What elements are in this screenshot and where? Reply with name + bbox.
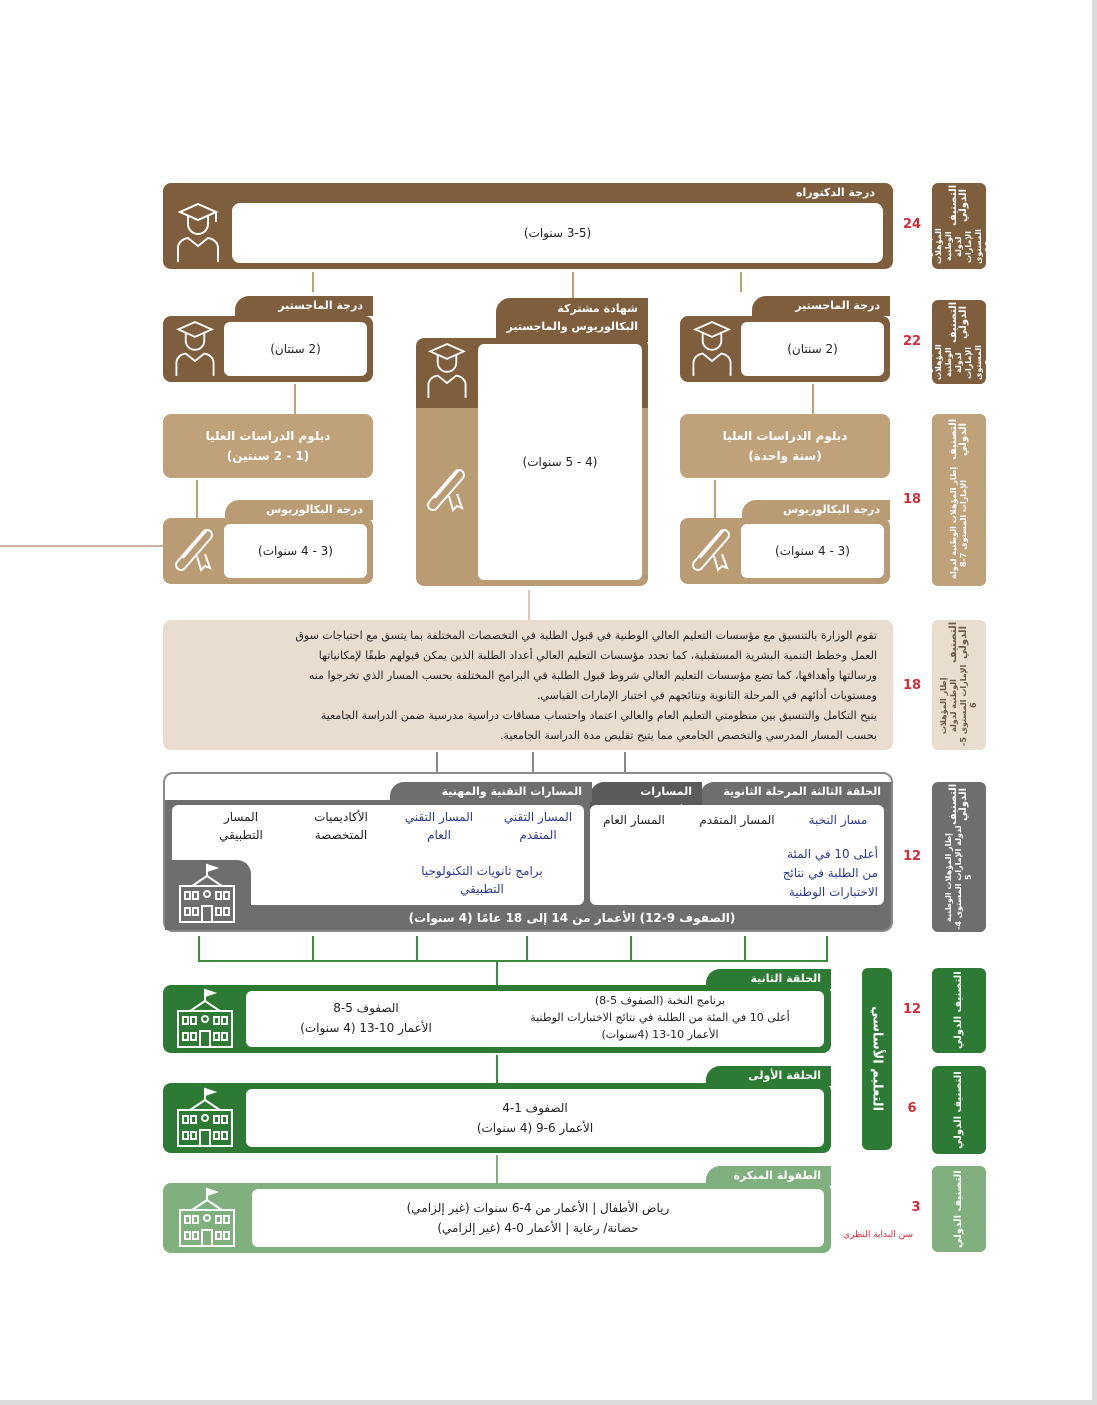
tree-branch bbox=[630, 936, 632, 962]
applied-tech-programs bbox=[396, 862, 568, 898]
isced-num-6: 6 bbox=[907, 1101, 917, 1116]
diploma-right-line2: (سنة واحدة) bbox=[748, 449, 822, 463]
joint-tab bbox=[496, 298, 648, 342]
cycle1-panel bbox=[246, 1089, 824, 1147]
top10-note bbox=[760, 845, 878, 902]
arrow-line bbox=[196, 480, 198, 520]
tech-general-track bbox=[394, 808, 484, 844]
cycle2-tab: الحلقة الثانية bbox=[706, 969, 831, 989]
cycle2-grades-line1: الصفوف 5-8 bbox=[333, 1001, 399, 1015]
cycle2-grades-line2: الأعمار 10-13 (4 سنوات) bbox=[300, 1021, 432, 1035]
isced-num-12b: 12 bbox=[902, 1002, 922, 1017]
academies-line2: المتخصصة bbox=[314, 828, 368, 842]
isced-num-18b: 18 bbox=[902, 678, 922, 693]
arrow-line bbox=[436, 752, 438, 774]
arrow-line bbox=[624, 752, 626, 774]
admission-box bbox=[163, 620, 893, 750]
cycle2-elite bbox=[500, 992, 820, 1043]
top10-line1: أعلى 10 في المئة bbox=[787, 847, 878, 861]
academies-line1: الأكاديميات bbox=[314, 810, 368, 824]
masters-left-duration: (2 سنتان) bbox=[224, 322, 367, 376]
cycle1-line2: الأعمار 6-9 (4 سنوات) bbox=[476, 1121, 594, 1135]
page-bottom-edge bbox=[0, 1400, 1097, 1405]
top10-line3: الاختبارات الوطنية bbox=[788, 885, 878, 899]
graduate-icon bbox=[170, 200, 226, 264]
basic-education-label: التعليم الأساسي bbox=[862, 968, 892, 1150]
isced-num-18a: 18 bbox=[902, 492, 922, 507]
admission-line6: بحسب المسار المدرسي والتخصص الجامعي مما يتيح تقليص مدة الدراسة الجامعية. bbox=[500, 729, 877, 742]
graduate-icon bbox=[686, 318, 738, 378]
tree-branch bbox=[198, 936, 200, 962]
cycle2-elite-line3: الأعمار 10-13 (4سنوات) bbox=[601, 1028, 719, 1041]
school-building-icon bbox=[174, 1086, 236, 1150]
decorative-line bbox=[0, 545, 165, 547]
diploma-left-line2: (1 - 2 سنتين) bbox=[226, 449, 310, 463]
joint-title-line1: شهادة مشتركة bbox=[557, 302, 638, 315]
graduate-icon bbox=[169, 318, 221, 378]
secondary-tab-technical: المسارات التقنية والمهنية bbox=[390, 782, 592, 802]
cycle2-grades bbox=[256, 998, 476, 1038]
tech-advanced-line2: المتقدم bbox=[519, 828, 557, 842]
tree-branch bbox=[826, 936, 828, 962]
secondary-tab-cycle3: الحلقة الثالثة المرحلة الثانوية bbox=[700, 782, 891, 802]
tree-branch bbox=[416, 936, 418, 962]
arrow-line bbox=[740, 272, 742, 292]
applied-tech-line1: برامج ثانويات التكنولوجيا bbox=[421, 864, 543, 878]
isced-num-24: 24 bbox=[902, 217, 922, 232]
admission-line2: العمل وخطط التنمية البشرية المستقبلية، كما تحدد مؤسسات التعليم العالي أعداد الطلبة الذين يمكن قبولهم طبقًا لإمكانياتها bbox=[318, 649, 877, 662]
arrow-line bbox=[294, 384, 296, 414]
isced-num-3: 3 bbox=[911, 1200, 921, 1215]
general-track: المسار العام bbox=[603, 813, 665, 827]
applied-tech-line2: التطبيقي bbox=[460, 882, 504, 896]
early-line2: حضانة/ رعاية | الأعمار 0-4 (غير إلزامي) bbox=[437, 1221, 639, 1235]
admission-line4: ومستويات أدائهم في المرحلة الثانوية ونتائجهم في اختبار الإمارات القياسي. bbox=[536, 689, 877, 702]
bachelor-right-duration: (3 - 4 سنوات) bbox=[741, 524, 884, 578]
arrow-line bbox=[572, 272, 574, 298]
isced-label-24: التصنيف الدولي إطار المؤهلات الوطنية لدولة الإمارات المستوى 10 bbox=[932, 183, 986, 269]
isced-num-12a: 12 bbox=[902, 849, 922, 864]
arrow-line bbox=[714, 480, 716, 520]
arrow-line bbox=[496, 1155, 498, 1185]
academies-track bbox=[296, 808, 386, 844]
tree-branch bbox=[312, 936, 314, 962]
school-building-icon bbox=[176, 1186, 238, 1250]
early-line1: رياض الأطفال | الأعمار من 4-6 سنوات (غير إلزامي) bbox=[406, 1201, 670, 1215]
school-building-icon bbox=[174, 987, 236, 1051]
applied-track bbox=[196, 808, 286, 844]
cycle1-line1: الصفوف 1-4 bbox=[502, 1101, 568, 1115]
tech-general-line1: المسار التقني bbox=[404, 810, 474, 824]
cycle2-elite-line2: أعلى 10 في المئة من الطلبة في نتائج الاختبارات الوطنية bbox=[530, 1011, 790, 1024]
secondary-tab-academic: المسارات bbox=[590, 782, 702, 822]
masters-right-duration: (2 سنتان) bbox=[741, 322, 884, 376]
isced-label-12a: التصنيف الدولي إطار المؤهلات الوطنية لدولة الإمارات المستوى 4-5 bbox=[932, 782, 986, 932]
admission-line1: تقوم الوزارة بالتنسيق مع مؤسسات التعليم العالي الوطنية في قبول الطلبة في التخصصات المختلفة بما يتسق مع احتياجات سوق bbox=[295, 629, 877, 642]
arrow-line bbox=[532, 752, 534, 774]
isced-label-18a: التصنيف الدولي إطار المؤهلات الوطنية لدولة الإمارات المستوى 7-8 bbox=[932, 414, 986, 586]
page-edge bbox=[1092, 0, 1097, 1405]
bachelor-left-tab: درجة البكالوريوس bbox=[225, 500, 373, 520]
tech-advanced-track bbox=[494, 808, 582, 844]
doctorate-duration: (3-5 سنوات) bbox=[232, 203, 883, 263]
tree-branch bbox=[744, 936, 746, 962]
theoretical-start-age-note: سن البداية النظري bbox=[843, 1230, 913, 1240]
diploma-right-line1: دبلوم الدراسات العليا bbox=[722, 429, 848, 443]
cycle2-elite-line1: برنامج النخبة (الصفوف 5-8) bbox=[594, 994, 726, 1007]
diploma-scroll-icon bbox=[686, 522, 738, 578]
isced-label-22: التصنيف الدولي إطار المؤهلات الوطنية لدولة الإمارات المستوى 9 bbox=[932, 300, 986, 384]
arrow-line bbox=[496, 1055, 498, 1085]
advanced-track: المسار المتقدم bbox=[699, 813, 775, 827]
isced-label-12b: التصنيف الدولي bbox=[932, 968, 986, 1053]
applied-line2: التطبيقي bbox=[219, 828, 263, 842]
diploma-right-box bbox=[680, 414, 890, 478]
tree-line bbox=[198, 960, 828, 962]
isced-label-3: التصنيف الدولي bbox=[932, 1166, 986, 1252]
diploma-scroll-icon bbox=[169, 522, 221, 578]
masters-left-tab: درجة الماجستير bbox=[235, 296, 373, 316]
top10-line2: من الطلبة في نتائج bbox=[782, 866, 878, 880]
joint-title-line2: البكالوريوس والماجستير bbox=[506, 320, 638, 333]
joint-duration: (4 - 5 سنوات) bbox=[478, 344, 642, 580]
early-panel bbox=[252, 1189, 824, 1247]
tech-advanced-line1: المسار التقني bbox=[503, 810, 573, 824]
cycle1-tab: الحلقة الأولى bbox=[706, 1066, 831, 1086]
isced-label-6: التصنيف الدولي bbox=[932, 1066, 986, 1154]
masters-right-tab: درجة الماجستير bbox=[752, 296, 890, 316]
admission-line3: ورسالتها وأهدافها، كما تضع مؤسسات التعليم العالي شروط قبول الطلبة في البرامج المختلفة بحسب المسار الذي تخرجوا منه bbox=[308, 669, 877, 682]
early-tab: الطفولة المبكرة bbox=[706, 1166, 831, 1186]
isced-label-18b: التصنيف الدولي إطار المؤهلات الوطنية لدولة الإمارات المستوى 5-6 bbox=[932, 620, 986, 750]
diploma-scroll-icon bbox=[421, 462, 473, 518]
bachelor-left-duration: (3 - 4 سنوات) bbox=[224, 524, 367, 578]
arrow-line bbox=[812, 384, 814, 414]
isced-num-22: 22 bbox=[902, 334, 922, 349]
tech-general-line2: العام bbox=[427, 828, 451, 842]
tree-branch bbox=[526, 936, 528, 962]
elite-track: مسار النخبة bbox=[808, 813, 868, 827]
bachelor-right-tab: درجة البكالوريوس bbox=[742, 500, 890, 520]
admission-line5: يتيح التكامل والتنسيق بين منظومتي التعليم العام والعالي اعتماد واحتساب مساقات دراسية مدرسية ضمن الدراسة الجامعية bbox=[320, 709, 877, 722]
school-building-icon bbox=[176, 862, 238, 926]
diploma-left-line1: دبلوم الدراسات العليا bbox=[205, 429, 331, 443]
arrow-line bbox=[528, 590, 530, 622]
arrow-line bbox=[312, 272, 314, 292]
applied-line1: المسار bbox=[223, 810, 259, 824]
secondary-footer: (الصفوف 9-12) الأعمار من 14 إلى 18 عامًا (4 سنوات) bbox=[408, 911, 736, 925]
doctorate-tab: درجة الدكتوراه bbox=[720, 183, 885, 203]
diploma-left-box bbox=[163, 414, 373, 478]
graduate-icon bbox=[421, 340, 473, 400]
